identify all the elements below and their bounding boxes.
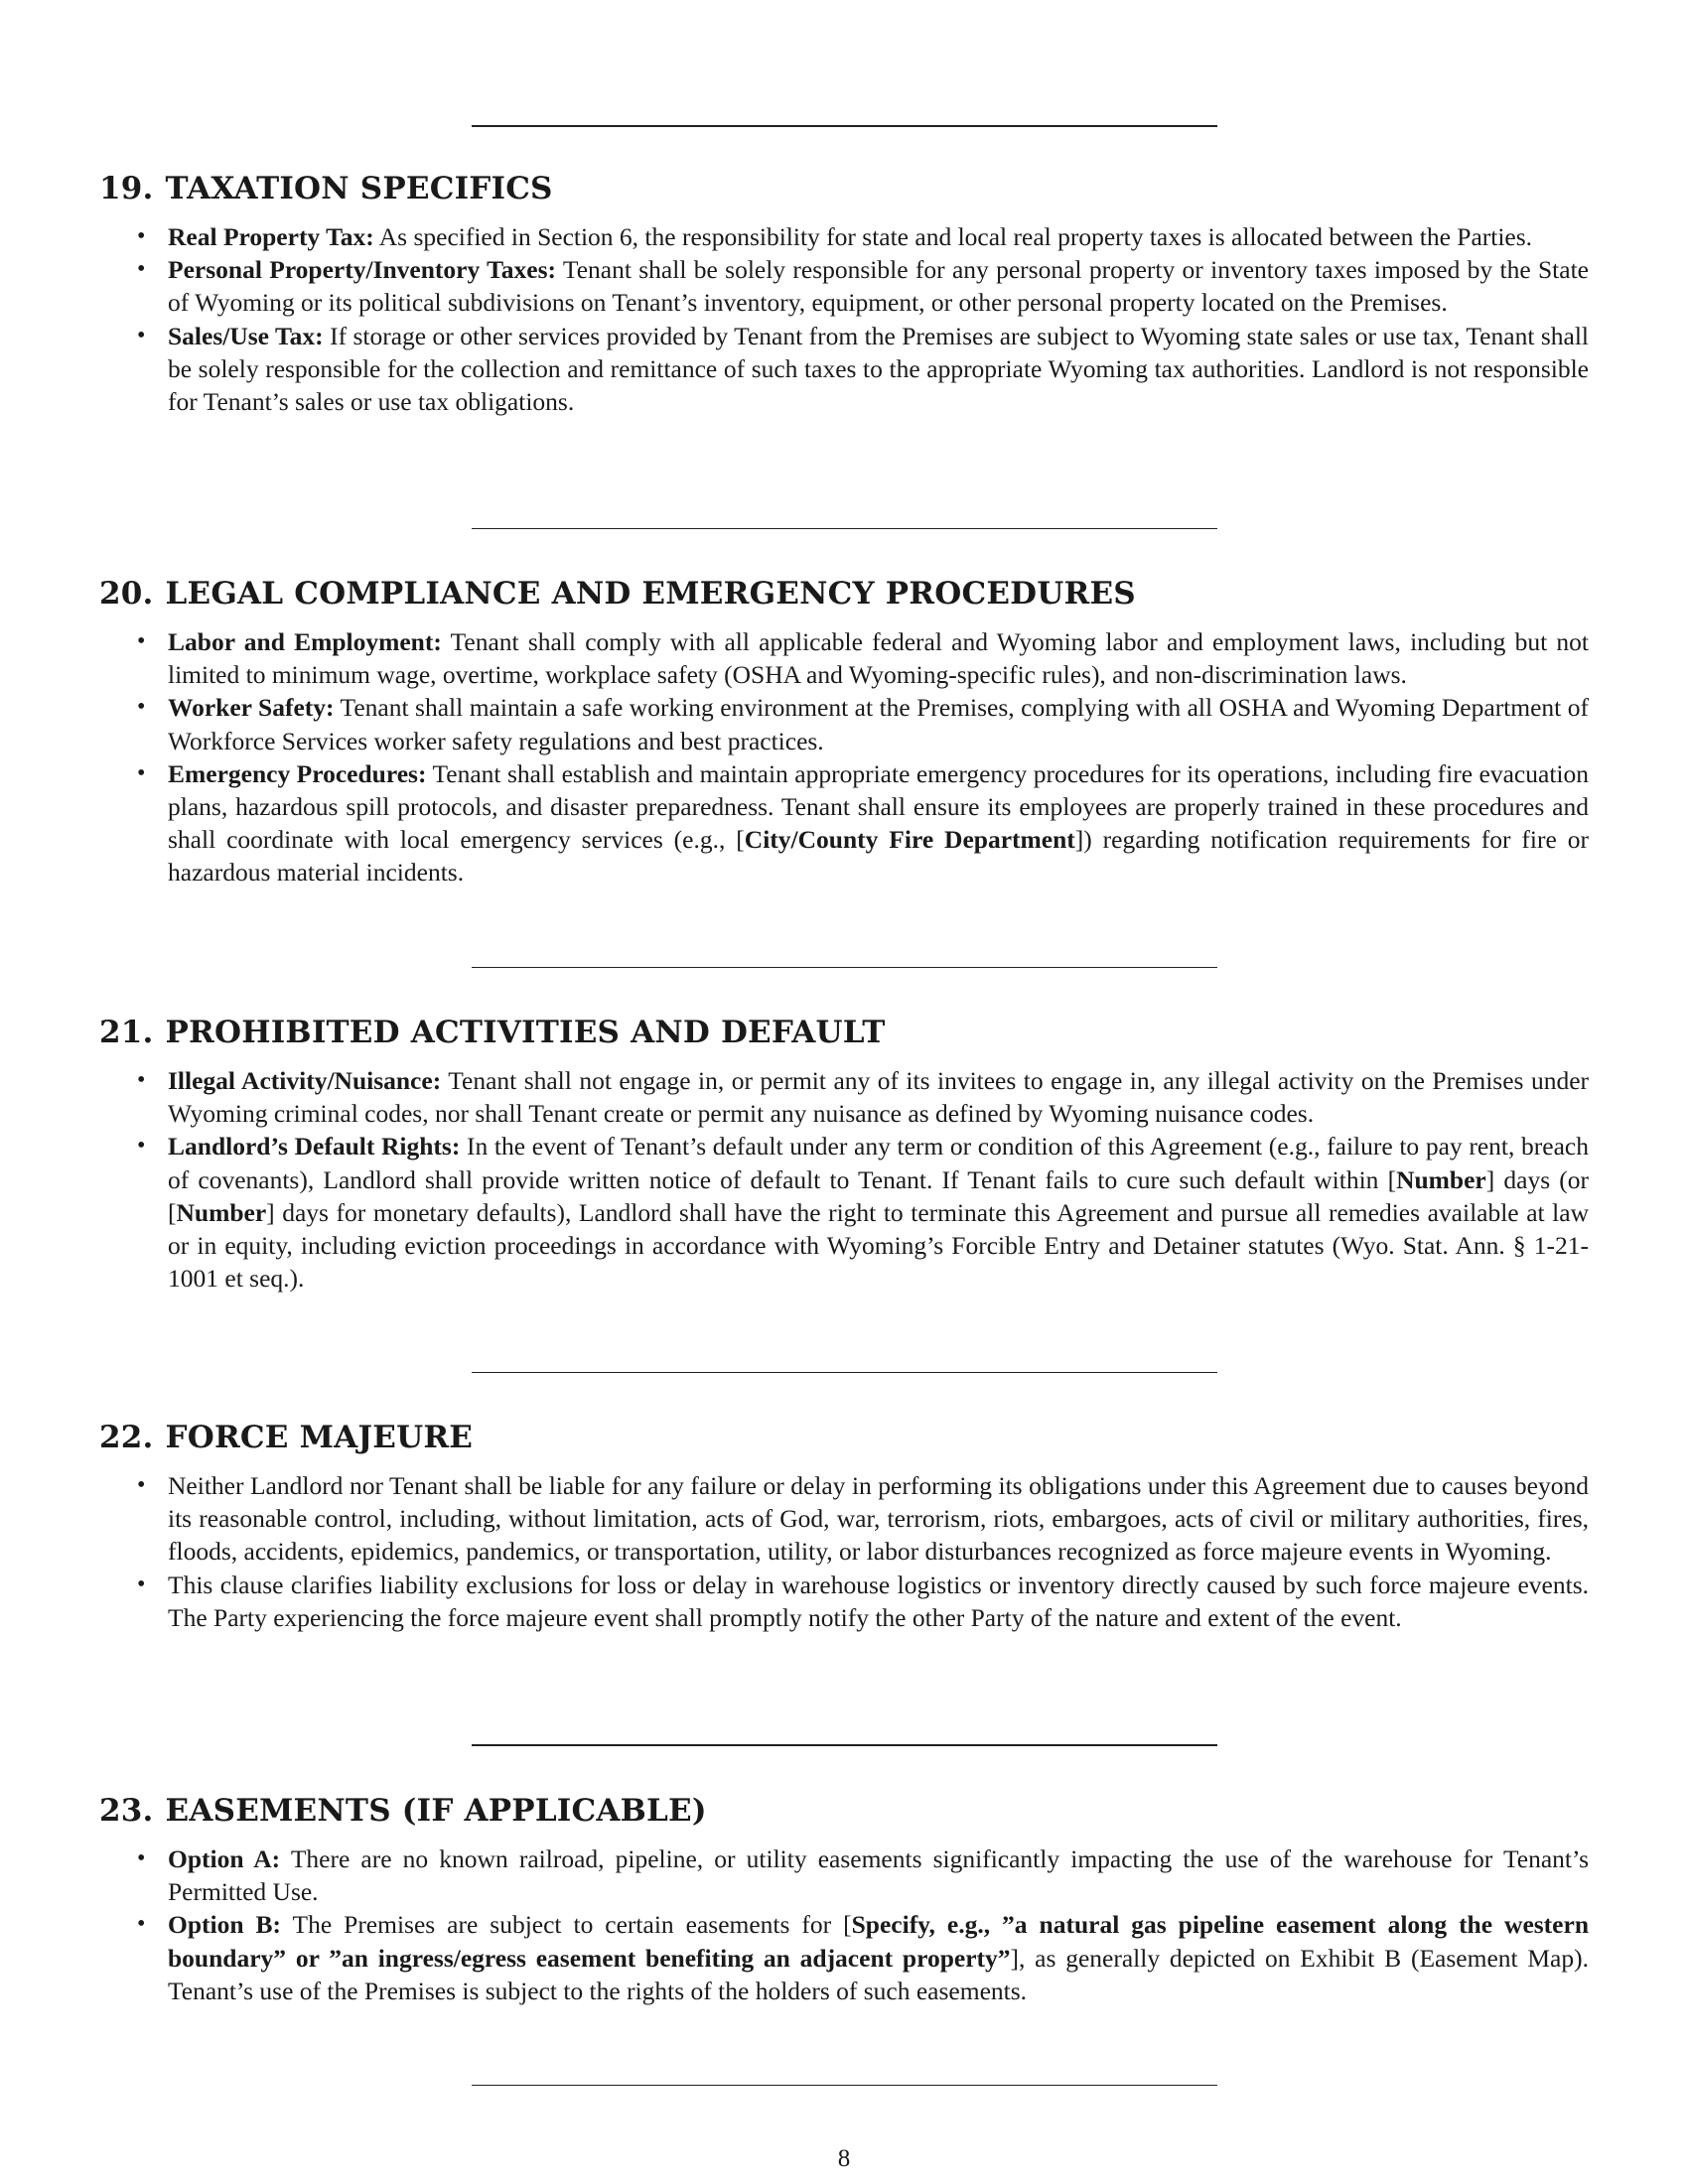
section-23 [99,1791,1589,2007]
list-item [99,1569,1589,1634]
item-text: In the event of Tenant’s default under any term or condition of this Agreement (e.g., failure to pay rent, breach of covenants), Landlord shall provide written notice of default to Tenant. If Tenant fails to cure such default within [ [168,1132,1589,1194]
list-item [99,1469,1589,1569]
bullet-list [99,1469,1589,1634]
bullet-list [99,220,1589,418]
list-item [99,691,1589,756]
section-divider [472,1372,1217,1373]
section-heading [99,1791,1589,1831]
item-label: Option B: [168,1910,281,1940]
item-text: The Premises are subject to certain easements for [ [281,1910,852,1940]
list-item [99,320,1589,419]
section-title: LEGAL COMPLIANCE AND EMERGENCY PROCEDURES [165,576,1136,612]
section-divider [472,1744,1217,1746]
section-title: EASEMENTS (IF APPLICABLE) [165,1793,707,1829]
list-item [99,220,1589,253]
section-divider [472,967,1217,968]
item-label: Emergency Procedures: [168,758,427,788]
item-label: Worker Safety: [168,693,335,723]
section-title: FORCE MAJEURE [165,1420,474,1455]
item-label: Sales/Use Tax: [168,321,324,350]
bullet-list [99,1064,1589,1295]
section-20 [99,574,1589,889]
section-21 [99,1013,1589,1295]
item-text: Neither Landlord nor Tenant shall be liable for any failure or delay in performing its obligations under this Agreement due to causes beyond its reasonable control, including, without limitation, acts of God, war, terrorism, riots, embargoes, acts of civil or military authorities, fires, floods, accidents, epidemics, pandemics, or transportation, utility, or labor disturbances recognized as force majeure events in Wyoming. [168,1471,1589,1567]
list-item [99,625,1589,691]
list-item [99,1064,1589,1130]
section-title: PROHIBITED ACTIVITIES AND DEFAULT [165,1015,886,1050]
section-22 [99,1418,1589,1634]
section-divider [472,528,1217,529]
section-number: 22. [99,1420,154,1455]
item-label: Landlord’s Default Rights: [168,1132,461,1161]
section-number: 19. [99,171,154,206]
item-text: There are no known railroad, pipeline, or utility easements significantly impacting the use of the warehouse for Tenant’s Permitted Use. [168,1844,1589,1907]
item-text: As specified in Section 6, the responsibility for state and local real property taxes is allocated between the Parties. [373,222,1533,251]
list-item [99,1843,1589,1908]
list-item [99,757,1589,889]
section-19 [99,169,1589,418]
item-text: Tenant shall maintain a safe working environment at the Premises, complying with all OSHA and Wyoming Department of Workforce Services worker safety regulations and best practices. [168,693,1589,755]
section-number: 21. [99,1015,154,1050]
placeholder-text: City/County Fire Department [744,825,1075,855]
section-number: 20. [99,576,154,612]
item-label: Labor and Employment: [168,627,442,656]
list-item [99,253,1589,319]
item-label: Personal Property/Inventory Taxes: [168,255,557,285]
placeholder-text: Number [1396,1164,1486,1194]
item-text: ], as generally depicted on Exhibit B (Easement Map). Tenant’s use of the Premises is subject to the rights of the holders of such easements. [168,1943,1589,2005]
item-label: Illegal Activity/Nuisance: [168,1066,442,1095]
page-number: 8 [837,2145,851,2172]
item-text: Tenant shall be solely responsible for any personal property or inventory taxes imposed by the State of Wyoming or its political subdivisions on Tenant’s inventory, equipment, or other personal property located on the Premises. [168,255,1589,318]
section-heading [99,1418,1589,1457]
item-label: Option A: [168,1844,281,1873]
section-divider [472,2085,1217,2086]
section-number: 23. [99,1793,154,1829]
section-heading [99,169,1589,208]
item-text: If storage or other services provided by Tenant from the Premises are subject to Wyoming state sales or use tax, Tenant shall be solely responsible for the collection and remittance of such taxes to the appropriate Wyoming tax authorities. Landlord is not responsible for Tenant’s sales or use tax obligations. [168,321,1589,417]
list-item [99,1130,1589,1295]
placeholder-text: Specify, e.g., ”a natural gas pipeline easement along the western boundary” or ”an ingress/egress easement benefiting an adjacent property” [168,1910,1589,1973]
item-text: ]) regarding notification requirements for fire or hazardous material incidents. [168,825,1589,887]
item-text: Tenant shall comply with all applicable federal and Wyoming labor and employment laws, including but not limited to minimum wage, overtime, workplace safety (OSHA and Wyoming-specific rules), and non-discrimination laws. [168,627,1590,690]
item-text: ] days (or [ [168,1164,1590,1227]
bullet-list [99,625,1589,889]
item-text: Tenant shall establish and maintain appropriate emergency procedures for its operations, including fire evacuation plans, hazardous spill protocols, and disaster preparedness. Tenant shall ensure its employees are properly trained in these procedures and shall coordinate with local emergency services (e.g., [ [168,758,1589,855]
section-heading [99,1013,1589,1052]
item-text: ] days for monetary defaults), Landlord shall have the right to terminate this Agreement and pursue all remedies available at law or in equity, including eviction proceedings in accordance with Wyoming’s Forcible Entry and Detainer statutes (Wyo. Stat. Ann. § 1-21-1001 et seq.). [168,1197,1589,1294]
section-heading [99,574,1589,614]
bullet-list [99,1843,1589,2007]
section-title: TAXATION SPECIFICS [165,171,553,206]
item-label: Real Property Tax: [168,222,374,251]
item-text: Tenant shall not engage in, or permit any of its invitees to engage in, any illegal activity on the Premises under Wyoming criminal codes, nor shall Tenant create or permit any nuisance as defined by Wyoming nuisance codes. [168,1066,1590,1129]
item-text: This clause clarifies liability exclusions for loss or delay in warehouse logistics or inventory directly caused by such force majeure events. The Party experiencing the force majeure event shall promptly notify the other Party of the nature and extent of the event. [168,1570,1589,1632]
section-divider [472,125,1217,127]
list-item [99,1908,1589,2007]
placeholder-text: Number [176,1197,267,1227]
